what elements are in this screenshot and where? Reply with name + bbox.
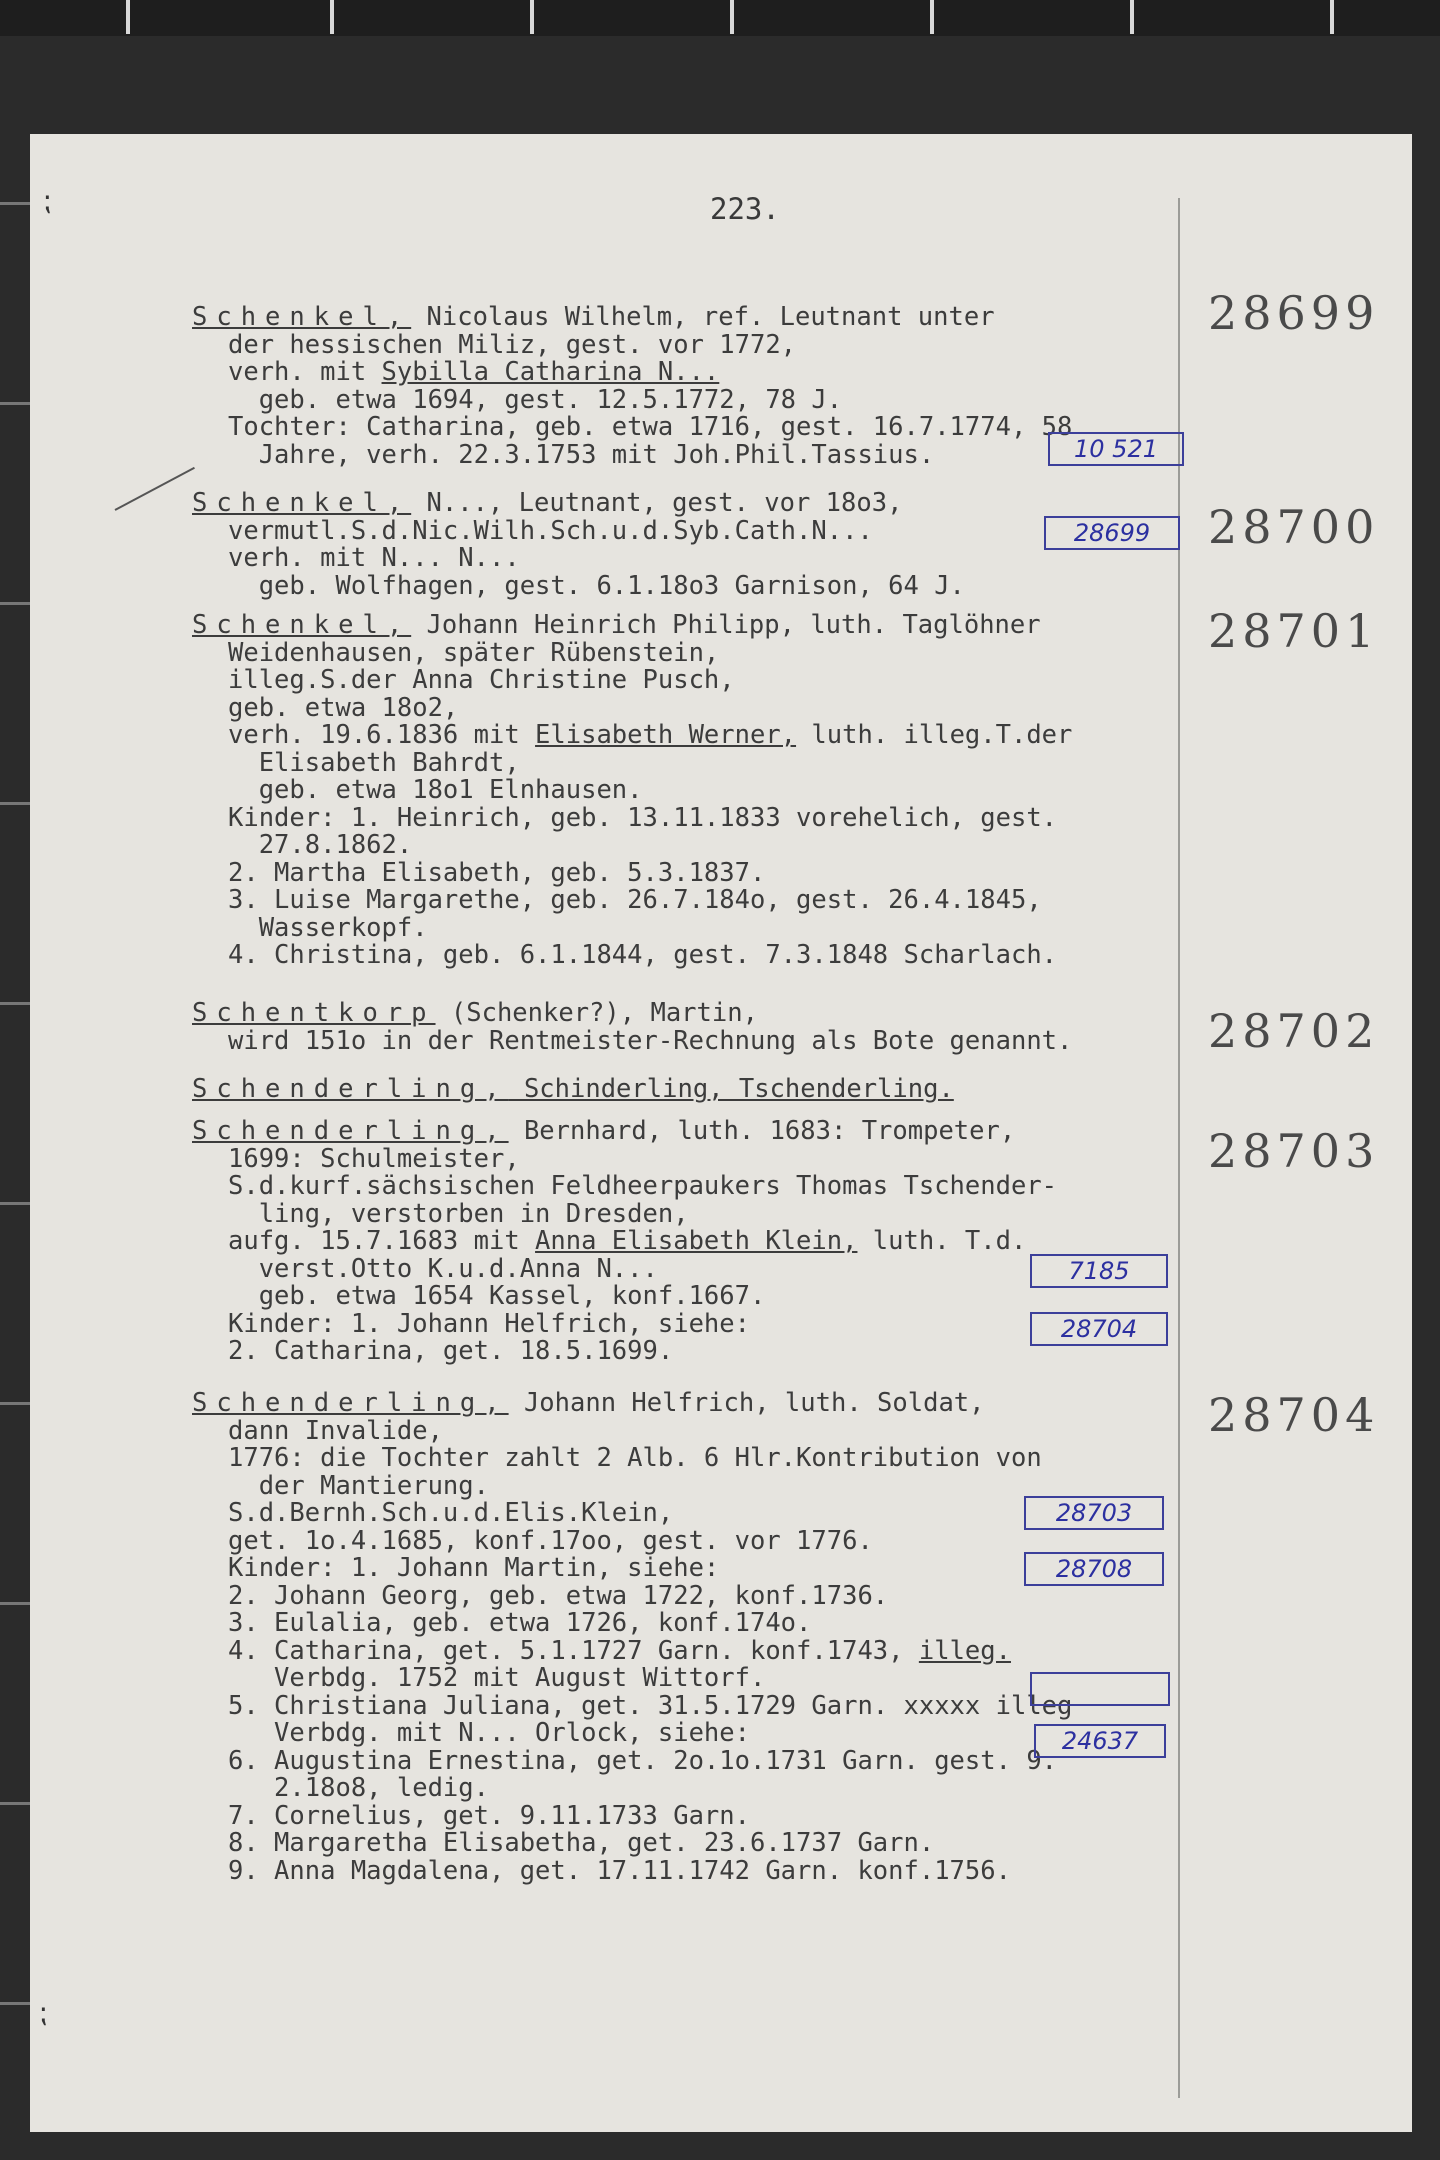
edge-tick bbox=[0, 1402, 30, 1405]
entry-text: Bernhard, luth. 1683: Trompeter, bbox=[508, 1116, 1016, 1146]
entry-line bbox=[192, 490, 1182, 518]
entry-line: 1699: Schulmeister, bbox=[228, 1143, 520, 1174]
entry-number: 28702 bbox=[1208, 1004, 1380, 1058]
film-tick bbox=[1130, 0, 1134, 34]
entry-line: verh. mit N... N... bbox=[228, 543, 520, 573]
surname: Schenkel, bbox=[192, 610, 412, 640]
entry-line: S.d.Bernh.Sch.u.d.Elis.Klein, bbox=[228, 1498, 674, 1528]
entry-text: luth. illeg.T.der bbox=[796, 720, 1073, 750]
entry-text: illeg. bbox=[918, 1635, 1011, 1666]
entry-text: N..., Leutnant, gest. vor 18o3, bbox=[411, 488, 903, 518]
film-tick bbox=[730, 0, 734, 34]
entry-line bbox=[192, 1390, 1182, 1418]
edge-tick bbox=[0, 602, 30, 605]
entry-line: Kinder: 1. Johann Martin, siehe: bbox=[228, 1553, 720, 1583]
cross-reference-box: 24637 bbox=[1034, 1724, 1166, 1758]
entry-text: (Schenker?), Martin, bbox=[435, 998, 758, 1028]
entry-line: der hessischen Miliz, gest. vor 1772, bbox=[228, 329, 797, 360]
entry-line: 2. Martha Elisabeth, geb. 5.3.1837. bbox=[228, 857, 766, 888]
entry-line: geb. Wolfhagen, gest. 6.1.18o3 Garnison, 64 J. bbox=[228, 570, 965, 601]
surname-heading bbox=[192, 1076, 1182, 1104]
surname: Schenkel, bbox=[192, 302, 412, 332]
entry-line: geb. etwa 1694, gest. 12.5.1772, 78 J. bbox=[228, 384, 843, 415]
entry-line: S.d.kurf.sächsischen Feldheerpaukers Thomas Tschender- bbox=[228, 1171, 1058, 1201]
entry-block bbox=[192, 1000, 1182, 1055]
entry-line: 27.8.1862. bbox=[228, 830, 413, 860]
entry-line: Elisabeth Bahrdt, bbox=[228, 747, 520, 778]
entry-line: wird 151o in der Rentmeister-Rechnung als Bote genannt. bbox=[228, 1025, 1073, 1056]
entry-line: 3. Luise Margarethe, geb. 26.7.184o, gest. 26.4.1845, bbox=[228, 885, 1042, 915]
entry-line: illeg.S.der Anna Christine Pusch, bbox=[228, 665, 735, 695]
entry-line: 5. Christiana Juliana, get. 31.5.1729 Garn. xxxxx illeg bbox=[228, 1690, 1073, 1721]
entry-line: Jahre, verh. 22.3.1753 mit Joh.Phil.Tassius. bbox=[228, 439, 935, 470]
entry-line: 1776: die Tochter zahlt 2 Alb. 6 Hlr.Kontribution von bbox=[228, 1443, 1042, 1473]
entry-line bbox=[192, 1635, 1182, 1666]
entry-line: 2.18o8, ledig. bbox=[228, 1773, 489, 1803]
cross-reference-box bbox=[1030, 1672, 1170, 1706]
entry-number: 28700 bbox=[1208, 500, 1380, 554]
entry-line: Tochter: Catharina, geb. etwa 1716, gest. 16.7.1774, 58 bbox=[228, 412, 1073, 442]
entry-line: Kinder: 1. Heinrich, geb. 13.11.1833 vorehelich, gest. bbox=[228, 802, 1058, 833]
cross-reference-box: 28703 bbox=[1024, 1496, 1164, 1530]
entry-block bbox=[192, 612, 1182, 970]
spouse-name: Anna Elisabeth Klein, bbox=[535, 1226, 858, 1256]
entry-text: 4. Catharina, get. 5.1.1727 Garn. konf.1743, bbox=[228, 1635, 919, 1666]
punch-mark: ⁏ bbox=[38, 1996, 48, 2029]
entry-text: aufg. 15.7.1683 mit bbox=[228, 1226, 536, 1256]
entry-text: verh. 19.6.1836 mit bbox=[228, 720, 536, 750]
entry-line bbox=[192, 359, 1182, 387]
entry-line: 6. Augustina Ernestina, get. 2o.1o.1731 Garn. gest. 9. bbox=[228, 1745, 1058, 1776]
entry-line: 7. Cornelius, get. 9.11.1733 Garn. bbox=[228, 1800, 750, 1831]
entry-block bbox=[192, 490, 1182, 600]
entry-number: 28701 bbox=[1208, 604, 1380, 658]
spouse-name: Sybilla Catharina N... bbox=[381, 357, 720, 387]
edge-tick bbox=[0, 1802, 30, 1805]
entry-line: dann Invalide, bbox=[228, 1415, 443, 1446]
surname: Schenderling, bbox=[192, 1388, 509, 1418]
film-tick bbox=[930, 0, 934, 34]
entry-line: Wasserkopf. bbox=[228, 912, 428, 943]
variant-names: Schinderling, Tschenderling. bbox=[508, 1074, 954, 1104]
punch-mark: ⁏ bbox=[42, 184, 52, 217]
edge-tick bbox=[0, 2002, 30, 2005]
surname: Schenderling, bbox=[192, 1116, 509, 1146]
entry-line: Verbdg. 1752 mit August Wittorf. bbox=[228, 1663, 766, 1693]
entry-number: 28704 bbox=[1208, 1388, 1380, 1442]
entry-line: verst.Otto K.u.d.Anna N... bbox=[228, 1253, 658, 1284]
entry-line: Weidenhausen, später Rübenstein, bbox=[228, 637, 720, 668]
entry-block bbox=[192, 1390, 1182, 1885]
entry-line: geb. etwa 1654 Kassel, konf.1667. bbox=[228, 1281, 766, 1311]
cross-reference-box: 10 521 bbox=[1048, 432, 1184, 466]
entry-text: luth. T.d. bbox=[857, 1226, 1027, 1256]
entry-line bbox=[192, 1228, 1182, 1256]
film-tick bbox=[126, 0, 130, 34]
entry-line bbox=[192, 1000, 1182, 1028]
entry-line: der Mantierung. bbox=[228, 1470, 489, 1501]
edge-tick bbox=[0, 402, 30, 405]
film-tick bbox=[1330, 0, 1334, 34]
entry-line: get. 1o.4.1685, konf.17oo, gest. vor 1776. bbox=[228, 1525, 873, 1556]
entry-line: geb. etwa 18o1 Elnhausen. bbox=[228, 775, 643, 805]
film-tick bbox=[530, 0, 534, 34]
document-page bbox=[30, 134, 1412, 2132]
entry-text: Johann Heinrich Philipp, luth. Taglöhner bbox=[411, 610, 1041, 640]
spouse-name: Elisabeth Werner, bbox=[535, 720, 797, 750]
cross-reference-box: 28699 bbox=[1044, 516, 1180, 550]
entry-line: 2. Johann Georg, geb. etwa 1722, konf.1736. bbox=[228, 1580, 889, 1611]
entry-number: 28699 bbox=[1208, 286, 1380, 340]
edge-tick bbox=[0, 802, 30, 805]
scanner-top-strip bbox=[0, 0, 1440, 36]
entry-line: 8. Margaretha Elisabetha, get. 23.6.1737 Garn. bbox=[228, 1828, 935, 1858]
film-tick bbox=[330, 0, 334, 34]
entry-text: Johann Helfrich, luth. Soldat, bbox=[508, 1388, 985, 1418]
entry-text: Nicolaus Wilhelm, ref. Leutnant unter bbox=[411, 302, 995, 332]
entry-line: vermutl.S.d.Nic.Wilh.Sch.u.d.Syb.Cath.N... bbox=[228, 515, 873, 546]
edge-tick bbox=[0, 1202, 30, 1205]
entry-line: geb. etwa 18o2, bbox=[228, 692, 459, 723]
surname: Schentkorp bbox=[192, 998, 436, 1028]
entry-line bbox=[192, 722, 1182, 750]
entry-line bbox=[192, 612, 1182, 640]
entry-text: verh. mit bbox=[228, 357, 382, 387]
edge-tick bbox=[0, 1002, 30, 1005]
surname: Schenkel, bbox=[192, 488, 412, 518]
cross-reference-box: 28704 bbox=[1030, 1312, 1168, 1346]
entry-line bbox=[192, 304, 1182, 332]
entry-line: ling, verstorben in Dresden, bbox=[228, 1198, 689, 1229]
entry-block bbox=[192, 304, 1182, 469]
entry-line: 4. Christina, geb. 6.1.1844, gest. 7.3.1848 Scharlach. bbox=[228, 940, 1058, 970]
edge-tick bbox=[0, 1602, 30, 1605]
page-number: 223. bbox=[710, 192, 780, 226]
entry-line: 3. Eulalia, geb. etwa 1726, konf.174o. bbox=[228, 1608, 812, 1638]
entry-line: 9. Anna Magdalena, get. 17.11.1742 Garn. konf.1756. bbox=[228, 1855, 1011, 1886]
pencil-stroke bbox=[115, 467, 195, 511]
cross-reference-box: 28708 bbox=[1024, 1552, 1164, 1586]
entry-number: 28703 bbox=[1208, 1124, 1380, 1178]
cross-reference-box: 7185 bbox=[1030, 1254, 1168, 1288]
entry-line bbox=[192, 1118, 1182, 1146]
surname: Schenderling, bbox=[192, 1074, 509, 1104]
entry-line: Kinder: 1. Johann Helfrich, siehe: bbox=[228, 1308, 750, 1339]
entry-line: Verbdg. mit N... Orlock, siehe: bbox=[228, 1718, 750, 1748]
edge-tick bbox=[0, 202, 30, 205]
entry-line bbox=[192, 1076, 1182, 1104]
entry-line: 2. Catharina, get. 18.5.1699. bbox=[228, 1336, 674, 1366]
